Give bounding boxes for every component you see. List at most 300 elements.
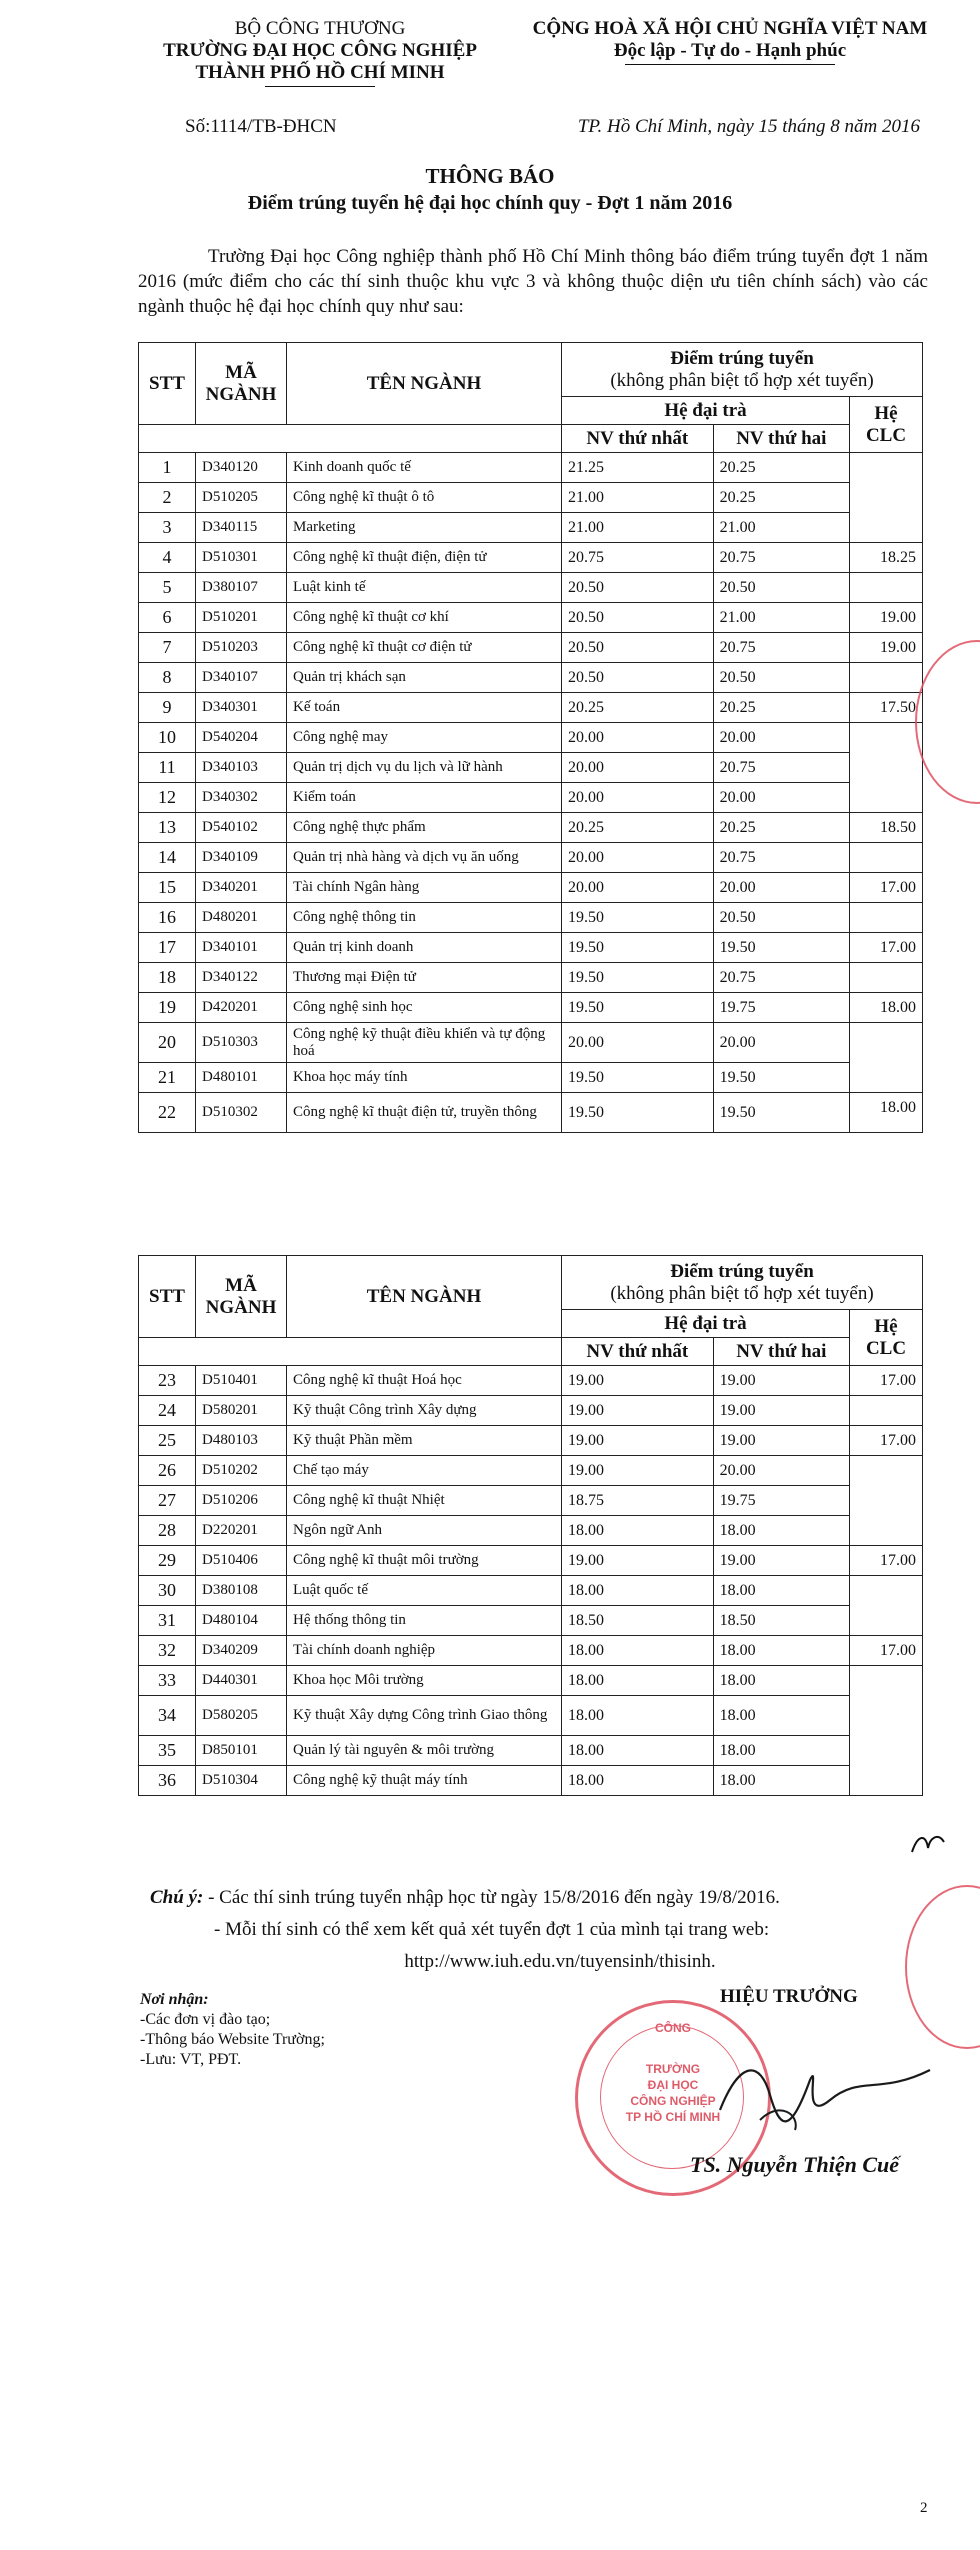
row-ma-nganh: D510406 [196,1546,287,1576]
row-nv2: 20.00 [713,873,849,903]
row-ma-nganh: D510202 [196,1456,287,1486]
row-he-clc [850,1023,923,1093]
row-nv1: 20.00 [562,783,714,813]
row-ten-nganh: Kế toán [287,693,562,723]
row-nv1: 20.50 [562,633,714,663]
row-nv2: 18.00 [713,1636,849,1666]
row-ma-nganh: D480101 [196,1063,287,1093]
row-nv2: 19.00 [713,1546,849,1576]
row-ma-nganh: D380108 [196,1576,287,1606]
row-nv1: 18.00 [562,1696,714,1736]
row-ten-nganh: Công nghệ kỹ thuật điều khiển và tự động hoá [287,1023,562,1063]
signature-role: HIỆU TRƯỞNG [720,1986,858,2007]
row-nv1: 18.00 [562,1766,714,1796]
recipient-item: -Các đơn vị đào tạo; [140,2011,271,2028]
table-row [139,633,923,663]
header-ten-nganh: TÊN NGÀNH [287,343,562,425]
row-nv2: 20.00 [713,1023,849,1063]
row-ma-nganh: D340301 [196,693,287,723]
row-stt: 19 [139,993,196,1023]
row-ma-nganh: D510203 [196,633,287,663]
row-he-clc: 19.00 [850,633,923,663]
row-ten-nganh: Quản lý tài nguyên & môi trường [287,1736,562,1766]
table-row [139,903,923,933]
row-nv2: 20.50 [713,903,849,933]
row-nv1: 18.00 [562,1636,714,1666]
row-stt: 23 [139,1366,196,1396]
row-he-clc [850,843,923,873]
seal-text-line: TRƯỜNG [645,2062,701,2076]
row-nv1: 20.00 [562,873,714,903]
row-nv1: 19.50 [562,933,714,963]
row-ten-nganh: Công nghệ kĩ thuật Nhiệt [287,1486,562,1516]
row-ten-nganh: Công nghệ thực phẩm [287,813,562,843]
header-ma-nganh: MÃ NGÀNH [196,343,287,425]
page-number: 2 [920,2500,928,2516]
row-ten-nganh: Luật quốc tế [287,1576,562,1606]
seal-text-line: TP HỒ CHÍ MINH [625,2110,721,2124]
row-ma-nganh: D480104 [196,1606,287,1636]
row-ten-nganh: Quản trị khách sạn [287,663,562,693]
table-row [139,1736,923,1766]
table-row [139,1636,923,1666]
row-nv2: 19.75 [713,993,849,1023]
row-ma-nganh: D480201 [196,903,287,933]
row-nv2: 19.00 [713,1366,849,1396]
header-spacer [139,1338,562,1366]
header-ma-nganh: MÃ NGÀNH [196,1256,287,1338]
scores-table-2 [138,1255,923,1796]
row-nv2: 20.75 [713,753,849,783]
table-row [139,483,923,513]
table-row [139,453,923,483]
seal-text-line: ĐẠI HỌC [647,2078,699,2092]
row-nv2: 18.00 [713,1576,849,1606]
row-nv2: 18.00 [713,1516,849,1546]
row-ma-nganh: D510206 [196,1486,287,1516]
row-nv1: 18.00 [562,1576,714,1606]
row-ma-nganh: D580201 [196,1396,287,1426]
row-he-clc: 19.00 [850,603,923,633]
row-ma-nganh: D850101 [196,1736,287,1766]
table-row [139,1093,923,1133]
row-stt: 22 [139,1093,196,1133]
row-ma-nganh: D480103 [196,1426,287,1456]
row-ten-nganh: Công nghệ sinh học [287,993,562,1023]
header-nv2: NV thứ hai [713,425,849,453]
row-stt: 17 [139,933,196,963]
table-row [139,1516,923,1546]
row-he-clc: 18.25 [850,543,923,573]
row-nv1: 20.25 [562,693,714,723]
row-stt: 13 [139,813,196,843]
row-stt: 10 [139,723,196,753]
row-he-clc: 18.50 [850,813,923,843]
table-row [139,1696,923,1736]
header-he-dai-tra: Hệ đại trà [562,397,850,425]
recipient-item: -Thông báo Website Trường; [140,2031,325,2048]
row-ma-nganh: D340120 [196,453,287,483]
row-he-clc: 17.00 [850,933,923,963]
row-stt: 35 [139,1736,196,1766]
header-ten-nganh: TÊN NGÀNH [287,1256,562,1338]
nation-name: CỘNG HOÀ XÃ HỘI CHỦ NGHĨA VIỆT NAM [532,18,928,39]
row-ten-nganh: Kỹ thuật Phần mềm [287,1426,562,1456]
row-nv1: 18.75 [562,1486,714,1516]
row-stt: 29 [139,1546,196,1576]
row-stt: 1 [139,453,196,483]
row-nv2: 19.00 [713,1396,849,1426]
table-row [139,873,923,903]
row-nv1: 20.50 [562,573,714,603]
row-ma-nganh: D340101 [196,933,287,963]
row-nv1: 19.50 [562,963,714,993]
row-he-clc: 18.00 [850,993,923,1023]
row-nv2: 18.00 [713,1766,849,1796]
row-ten-nganh: Chế tạo máy [287,1456,562,1486]
row-nv1: 21.25 [562,453,714,483]
row-he-clc [850,573,923,603]
nation-header [520,18,940,65]
notes-block [150,1882,930,1978]
table-row [139,1063,923,1093]
row-he-clc: 18.00 [850,1093,923,1133]
row-nv2: 19.75 [713,1486,849,1516]
recipients-label: Nơi nhận: [140,1991,209,2008]
row-nv1: 18.00 [562,1666,714,1696]
org-header [130,18,510,87]
row-nv1: 20.50 [562,663,714,693]
table-row [139,963,923,993]
row-ma-nganh: D340302 [196,783,287,813]
row-nv1: 20.00 [562,723,714,753]
row-ma-nganh: D340115 [196,513,287,543]
notes-line-2: - Mỗi thí sinh có thể xem kết quả xét tuyển đợt 1 của mình tại trang web: [214,1919,770,1940]
header-diem [562,1256,923,1310]
row-ten-nganh: Công nghệ kỹ thuật máy tính [287,1766,562,1796]
header-nv1: NV thứ nhất [562,425,714,453]
row-ten-nganh: Kỹ thuật Xây dựng Công trình Giao thông [287,1696,562,1736]
row-stt: 36 [139,1766,196,1796]
row-ten-nganh: Công nghệ kĩ thuật điện, điện tử [287,543,562,573]
row-nv2: 20.50 [713,663,849,693]
row-ten-nganh: Tài chính doanh nghiệp [287,1636,562,1666]
handwritten-signature [700,2040,940,2150]
doc-title: THÔNG BÁO [425,164,555,188]
recipient-item: -Lưu: VT, PĐT. [140,2051,242,2068]
notes-url[interactable]: http://www.iuh.edu.vn/tuyensinh/thisinh. [404,1951,716,1972]
row-ten-nganh: Khoa học máy tính [287,1063,562,1093]
row-ten-nganh: Công nghệ kĩ thuật điện tử, truyền thông [287,1093,562,1133]
row-stt: 9 [139,693,196,723]
table-row [139,603,923,633]
row-nv1: 19.00 [562,1366,714,1396]
header-he-clc: Hệ CLC [850,397,923,453]
row-he-clc [850,963,923,993]
table-row [139,993,923,1023]
row-ma-nganh: D510301 [196,543,287,573]
table-row [139,723,923,753]
row-nv1: 19.00 [562,1546,714,1576]
row-stt: 5 [139,573,196,603]
row-nv2: 18.00 [713,1666,849,1696]
row-ten-nganh: Luật kinh tế [287,573,562,603]
row-nv2: 19.50 [713,1063,849,1093]
header-nv1: NV thứ nhất [562,1338,714,1366]
row-stt: 21 [139,1063,196,1093]
row-he-clc [850,1396,923,1426]
table-row [139,1486,923,1516]
row-he-clc: 17.50 [850,693,923,723]
row-nv1: 20.25 [562,813,714,843]
row-he-clc: 17.00 [850,1636,923,1666]
row-he-clc: 17.00 [850,873,923,903]
row-ten-nganh: Công nghệ kĩ thuật cơ điện tử [287,633,562,663]
row-stt: 34 [139,1696,196,1736]
row-ma-nganh: D420201 [196,993,287,1023]
row-nv2: 19.00 [713,1426,849,1456]
row-nv2: 20.75 [713,963,849,993]
row-ma-nganh: D510303 [196,1023,287,1063]
row-ten-nganh: Ngôn ngữ Anh [287,1516,562,1546]
row-stt: 3 [139,513,196,543]
row-stt: 28 [139,1516,196,1546]
table-row [139,753,923,783]
row-stt: 25 [139,1426,196,1456]
row-stt: 18 [139,963,196,993]
header-stt: STT [139,1256,196,1338]
row-stt: 24 [139,1396,196,1426]
row-nv1: 21.00 [562,513,714,543]
row-nv2: 19.50 [713,933,849,963]
row-ten-nganh: Khoa học Môi trường [287,1666,562,1696]
row-stt: 32 [139,1636,196,1666]
row-ten-nganh: Hệ thống thông tin [287,1606,562,1636]
table-row [139,1606,923,1636]
row-nv1: 19.00 [562,1396,714,1426]
notes-line-1: - Các thí sinh trúng tuyển nhập học từ ngày 15/8/2016 đến ngày 19/8/2016. [208,1887,780,1908]
row-ten-nganh: Công nghệ may [287,723,562,753]
row-nv2: 20.00 [713,783,849,813]
row-ma-nganh: D380107 [196,573,287,603]
table-row [139,573,923,603]
row-ten-nganh: Tài chính Ngân hàng [287,873,562,903]
row-ma-nganh: D510201 [196,603,287,633]
row-ten-nganh: Công nghệ kĩ thuật cơ khí [287,603,562,633]
ministry-name: BỘ CÔNG THƯƠNG [234,18,406,39]
motto-rule [625,64,835,65]
row-ten-nganh: Quản trị nhà hàng và dịch vụ ăn uống [287,843,562,873]
row-ten-nganh: Công nghệ kĩ thuật môi trường [287,1546,562,1576]
row-nv2: 19.50 [713,1093,849,1133]
row-nv2: 20.75 [713,843,849,873]
table-row [139,813,923,843]
table-row [139,663,923,693]
scores-table-1 [138,342,923,1133]
row-stt: 27 [139,1486,196,1516]
row-ma-nganh: D340109 [196,843,287,873]
city-name: THÀNH PHỐ HỒ CHÍ MINH [195,62,445,83]
table-row [139,1546,923,1576]
row-he-clc: 17.00 [850,1366,923,1396]
intro-paragraph: Trường Đại học Công nghiệp thành phố Hồ Chí Minh thông báo điểm trúng tuyển đợt 1 năm 2016 (mức điểm cho các thí sinh thuộc khu vực 3 và không thuộc diện ưu tiên chính sách) vào các ngành thuộc hệ đại học chính quy như sau: [138,246,928,317]
row-ma-nganh: D540204 [196,723,287,753]
header-diem-note: (không phân biệt tổ hợp xét tuyển) [610,1282,874,1304]
row-nv1: 20.75 [562,543,714,573]
row-ten-nganh: Công nghệ kĩ thuật Hoá học [287,1366,562,1396]
recipients-block [140,1990,325,2070]
row-ten-nganh: Kinh doanh quốc tế [287,453,562,483]
initials-mark [908,1828,948,1858]
row-nv1: 19.50 [562,1093,714,1133]
scores-table-1-body [139,453,923,1133]
table-row [139,1456,923,1486]
row-he-clc [850,1576,923,1636]
header-stt: STT [139,343,196,425]
header-spacer [139,425,562,453]
row-ten-nganh: Công nghệ kĩ thuật ô tô [287,483,562,513]
row-ma-nganh: D580205 [196,1696,287,1736]
row-nv2: 20.25 [713,483,849,513]
row-nv1: 18.00 [562,1736,714,1766]
seal-text-top: CÔNG [655,2021,691,2035]
row-stt: 30 [139,1576,196,1606]
row-ten-nganh: Công nghệ thông tin [287,903,562,933]
row-nv1: 20.00 [562,843,714,873]
row-ma-nganh: D220201 [196,1516,287,1546]
row-stt: 26 [139,1456,196,1486]
row-he-clc [850,453,923,543]
row-ten-nganh: Quản trị kinh doanh [287,933,562,963]
row-nv1: 20.00 [562,1023,714,1063]
row-ma-nganh: D340122 [196,963,287,993]
row-ten-nganh: Quản trị dịch vụ du lịch và lữ hành [287,753,562,783]
row-ma-nganh: D340209 [196,1636,287,1666]
row-nv2: 21.00 [713,513,849,543]
row-nv2: 18.50 [713,1606,849,1636]
row-nv1: 21.00 [562,483,714,513]
table-row [139,1426,923,1456]
row-ma-nganh: D340107 [196,663,287,693]
table-row [139,543,923,573]
row-he-clc [850,1456,923,1546]
row-he-clc: 17.00 [850,1546,923,1576]
row-ma-nganh: D540102 [196,813,287,843]
row-ma-nganh: D510304 [196,1766,287,1796]
table-row [139,1666,923,1696]
row-nv2: 20.25 [713,453,849,483]
row-stt: 6 [139,603,196,633]
table-row [139,933,923,963]
row-nv2: 18.00 [713,1696,849,1736]
university-name: TRƯỜNG ĐẠI HỌC CÔNG NGHIỆP [163,40,477,61]
row-nv1: 18.50 [562,1606,714,1636]
row-stt: 8 [139,663,196,693]
row-stt: 33 [139,1666,196,1696]
row-ma-nganh: D340103 [196,753,287,783]
table-row [139,1023,923,1063]
row-ten-nganh: Marketing [287,513,562,543]
row-stt: 7 [139,633,196,663]
org-rule [265,86,375,87]
place-date: TP. Hồ Chí Minh, ngày 15 tháng 8 năm 2016 [577,116,920,137]
row-nv2: 20.50 [713,573,849,603]
row-stt: 15 [139,873,196,903]
row-nv1: 19.00 [562,1426,714,1456]
row-he-clc [850,663,923,693]
row-he-clc [850,1666,923,1796]
row-nv2: 21.00 [713,603,849,633]
table-row [139,783,923,813]
header-he-clc: Hệ CLC [850,1310,923,1366]
header-he-dai-tra: Hệ đại trà [562,1310,850,1338]
signer-name: TS. Nguyễn Thiện Cuế [690,2152,900,2177]
row-nv1: 19.50 [562,903,714,933]
row-stt: 2 [139,483,196,513]
row-stt: 12 [139,783,196,813]
row-nv1: 19.00 [562,1456,714,1486]
partial-seal-edge [915,640,980,804]
row-nv2: 20.25 [713,813,849,843]
table-row [139,843,923,873]
doc-subtitle: Điểm trúng tuyển hệ đại học chính quy - Đợt 1 năm 2016 [247,192,733,214]
row-ma-nganh: D340201 [196,873,287,903]
table-row [139,1766,923,1796]
header-nv2: NV thứ hai [713,1338,849,1366]
header-diem-title: Điểm trúng tuyển [670,347,814,369]
row-nv2: 20.00 [713,723,849,753]
table-row [139,1576,923,1606]
row-ten-nganh: Thương mại Điện tử [287,963,562,993]
row-nv1: 19.50 [562,1063,714,1093]
row-nv2: 20.00 [713,1456,849,1486]
row-ten-nganh: Kỹ thuật Công trình Xây dựng [287,1396,562,1426]
row-nv2: 20.75 [713,633,849,663]
row-stt: 16 [139,903,196,933]
scores-table-2-body [139,1366,923,1796]
row-he-clc [850,723,923,813]
row-stt: 14 [139,843,196,873]
row-nv1: 18.00 [562,1516,714,1546]
row-he-clc: 17.00 [850,1426,923,1456]
row-stt: 31 [139,1606,196,1636]
row-ma-nganh: D510302 [196,1093,287,1133]
row-ten-nganh: Kiểm toán [287,783,562,813]
row-nv2: 20.25 [713,693,849,723]
row-ma-nganh: D440301 [196,1666,287,1696]
header-diem-title: Điểm trúng tuyển [670,1260,814,1282]
row-he-clc [850,903,923,933]
table-row [139,1396,923,1426]
header-diem-note: (không phân biệt tổ hợp xét tuyển) [610,369,874,391]
row-stt: 4 [139,543,196,573]
row-ma-nganh: D510401 [196,1366,287,1396]
table-row [139,693,923,723]
table-row [139,513,923,543]
table-row [139,1366,923,1396]
row-nv2: 20.75 [713,543,849,573]
row-nv2: 18.00 [713,1736,849,1766]
row-nv1: 20.50 [562,603,714,633]
doc-number: Số:1114/TB-ĐHCN [185,116,337,137]
header-diem [562,343,923,397]
row-ma-nganh: D510205 [196,483,287,513]
row-stt: 20 [139,1023,196,1063]
row-nv1: 20.00 [562,753,714,783]
seal-text-line: CÔNG NGHIỆP [630,2094,716,2108]
motto: Độc lập - Tự do - Hạnh phúc [613,40,847,61]
row-stt: 11 [139,753,196,783]
